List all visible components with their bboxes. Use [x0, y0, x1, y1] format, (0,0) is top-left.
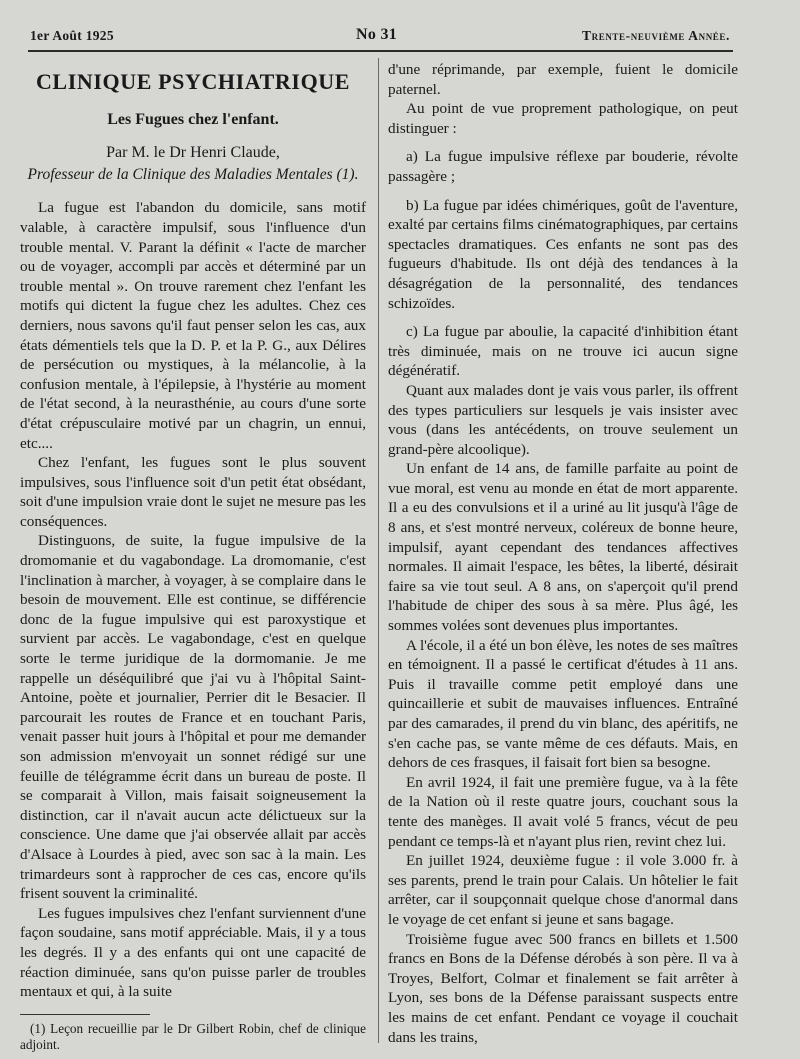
column-divider — [378, 58, 379, 1043]
author-affiliation: Professeur de la Clinique des Maladies Mentales (1). — [27, 165, 359, 183]
paragraph: Troisième fugue avec 500 francs en billets et 1.500 francs en Bons de la Défense dérobés à son père. Il va à Troyes, Belfort, Colmar et finalement se fait arrêter à Lyon, ses bons de la Défense paraissant suspects entre les mains de cet enfant. Pendant ce voyage il couchait dans les trains, — [388, 930, 738, 1046]
paragraph: En juillet 1924, deuxième fugue : il vole 3.000 fr. à ses parents, prend le train pour Calais. Un hôtelier le fait arrêter, car il soupçonnait quelque chose d'anormal dans le voyage de cet enfant si jeune et sans bagage. — [388, 852, 738, 928]
issue-date: 1er Août 1925 — [30, 28, 114, 43]
paragraph: Les fugues impulsives chez l'enfant surviennent d'une façon soudaine, sans motif appréciable. Mais, il y a tous les degrés. Il y a des enfants qui ont une capacité de réaction diminuée, sans qu'on puisse parler de troubles mentaux et qui, à la suite — [20, 904, 366, 1001]
paragraph: Quant aux malades dont je vais vous parler, ils offrent des types particuliers sur lesquels je vais insister avec vous (dans les antécédents, on trouve seulement un grand-père alcoolique). — [388, 381, 738, 458]
footnote: (1) Leçon recueillie par le Dr Gilbert Robin, chef de clinique adjoint. — [20, 1020, 366, 1052]
list-item: b) La fugue par idées chimériques, goût de l'aventure, exalté par certains films cinématographiques, par certains spectacles dramatiques. Ces enfants ne sont pas des fugueurs d'habitude. Ils ont déjà des tendances à la désagrégation de la personnalité, des tendances schizoïdes. — [388, 196, 738, 312]
left-column — [20, 60, 366, 1053]
issue-number: No 31 — [356, 26, 398, 43]
section-title: CLINIQUE PSYCHIATRIQUE — [35, 69, 351, 94]
paragraph: Chez l'enfant, les fugues sont le plus souvent impulsives, sous l'influence soit d'un petit état obsédant, soit d'une impulsion vraie dont le sujet ne mesure pas les conséquences. — [20, 454, 366, 530]
paragraph: En avril 1924, il fait une première fugue, va à la fête de la Nation où il reste quatre jours, couchant sous la tente des manèges. Il avait volé 5 francs, vécut de peu pendant ce temps-là et n'ayant plus rien, revint chez lui. — [388, 773, 738, 850]
list-item: a) La fugue impulsive réflexe par bouderie, révolte passagère ; — [388, 148, 738, 185]
list-item: c) La fugue par aboulie, la capacité d'inhibition étant très diminuée, mais on ne trouve ici aucun signe dégénératif. — [388, 323, 738, 380]
paragraph: La fugue est l'abandon du domicile, sans motif valable, à caractère impulsif, sous l'influence d'un trouble mental. V. Parant la définit « l'acte de marcher ou de voyager, accompli par accès et déterminé par un trouble mental ». On trouve rarement chez l'enfant les motifs qui dictent la fugue chez les adultes. Chez ces derniers, nous savons qu'il faut penser selon les cas, aux états démentiels tels que la D. P. et la P. G., aux Délires de persécution ou mystiques, à la mélancolie, à la confusion mentale, à l'épilepsie, à l'hystérie au moment de l'état second, à la neurasthénie, au cours d'une sorte d'état crépusculaire motivé par un chagrin, un ennui, etc.... — [20, 199, 366, 452]
article-title: Les Fugues chez l'enfant. — [107, 110, 279, 128]
footnote-rule — [20, 1014, 150, 1015]
article-byline: Par M. le Dr Henri Claude, — [106, 144, 280, 162]
running-header — [30, 26, 730, 48]
paragraph: A l'école, il a été un bon élève, les notes de ses maîtres en témoignent. Il a passé le certificat d'études à 11 ans. Puis il travaille comme petit employé dans une quincaillerie et subit de mauvaises influences. Entraîné par des camarades, il prend du vin blanc, des apéritifs, ne s'en cache pas, se vante même de ces défauts. Mais, en dehors de ces frasques, il faisait fort bien sa besogne. — [388, 636, 738, 772]
paragraph: Un enfant de 14 ans, de famille parfaite au point de vue moral, est venu au monde en état de mort apparente. Il a eu des convulsions et il a uriné au lit jusqu'à l'âge de 8 ans, et s'est montré nerveux, coléreux de bonne heure, impulsif, ayant cependant des tendances affectives normales. Il aimait l'espace, les bêtes, la liberté, désirait faire sa vie tout seul. A 8 ans, on s'aperçoit qu'il prend l'habitude de chiper des sous à sa mère. Plus âgé, les sommes volées sont devenues plus importantes. — [388, 460, 738, 635]
paragraph: d'une réprimande, par exemple, fuient le domicile paternel. — [388, 61, 738, 98]
header-rule — [28, 50, 733, 52]
paragraph: Distinguons, de suite, la fugue impulsive de la dromomanie et du vagabondage. La dromomanie, c'est l'inclination à marcher, à voyager, à se complaire dans le besoin de mouvement. Elle est continue, se différencie donc de la fugue impulsive qui est paroxystique et survient par accès. Le vagabondage, c'est en quelque sorte le terme juridique de la dormomanie. Je me rappelle un déséquilibré que j'ai vu à l'hôpital Saint-Antoine, poète et journalier, Perrier dit le Besacier. Il parcourait les routes de France et en touchant Paris, venait passer huit jours à l'hôpital et pour me demander son admission m'envoyait un sonnet rédigé sur une feuille de télégramme écrit dans un bureau de poste. Il se comparait à Villon, mais faisait soigneusement la distinction, car il n'avait aucun acte délictueux sur la conscience. Une dame que j'ai observée allait par accès d'Alsace à Lourdes à pied, avec son sac à la main. Les trimardeurs sont à rapprocher de ces cas, encore qu'ils frisent souvent la criminalité. — [20, 532, 366, 903]
volume-year: Trente-neuvième Année. — [582, 28, 730, 43]
paragraph: Au point de vue proprement pathologique, on peut distinguer : — [388, 100, 738, 137]
right-column — [388, 60, 738, 1047]
